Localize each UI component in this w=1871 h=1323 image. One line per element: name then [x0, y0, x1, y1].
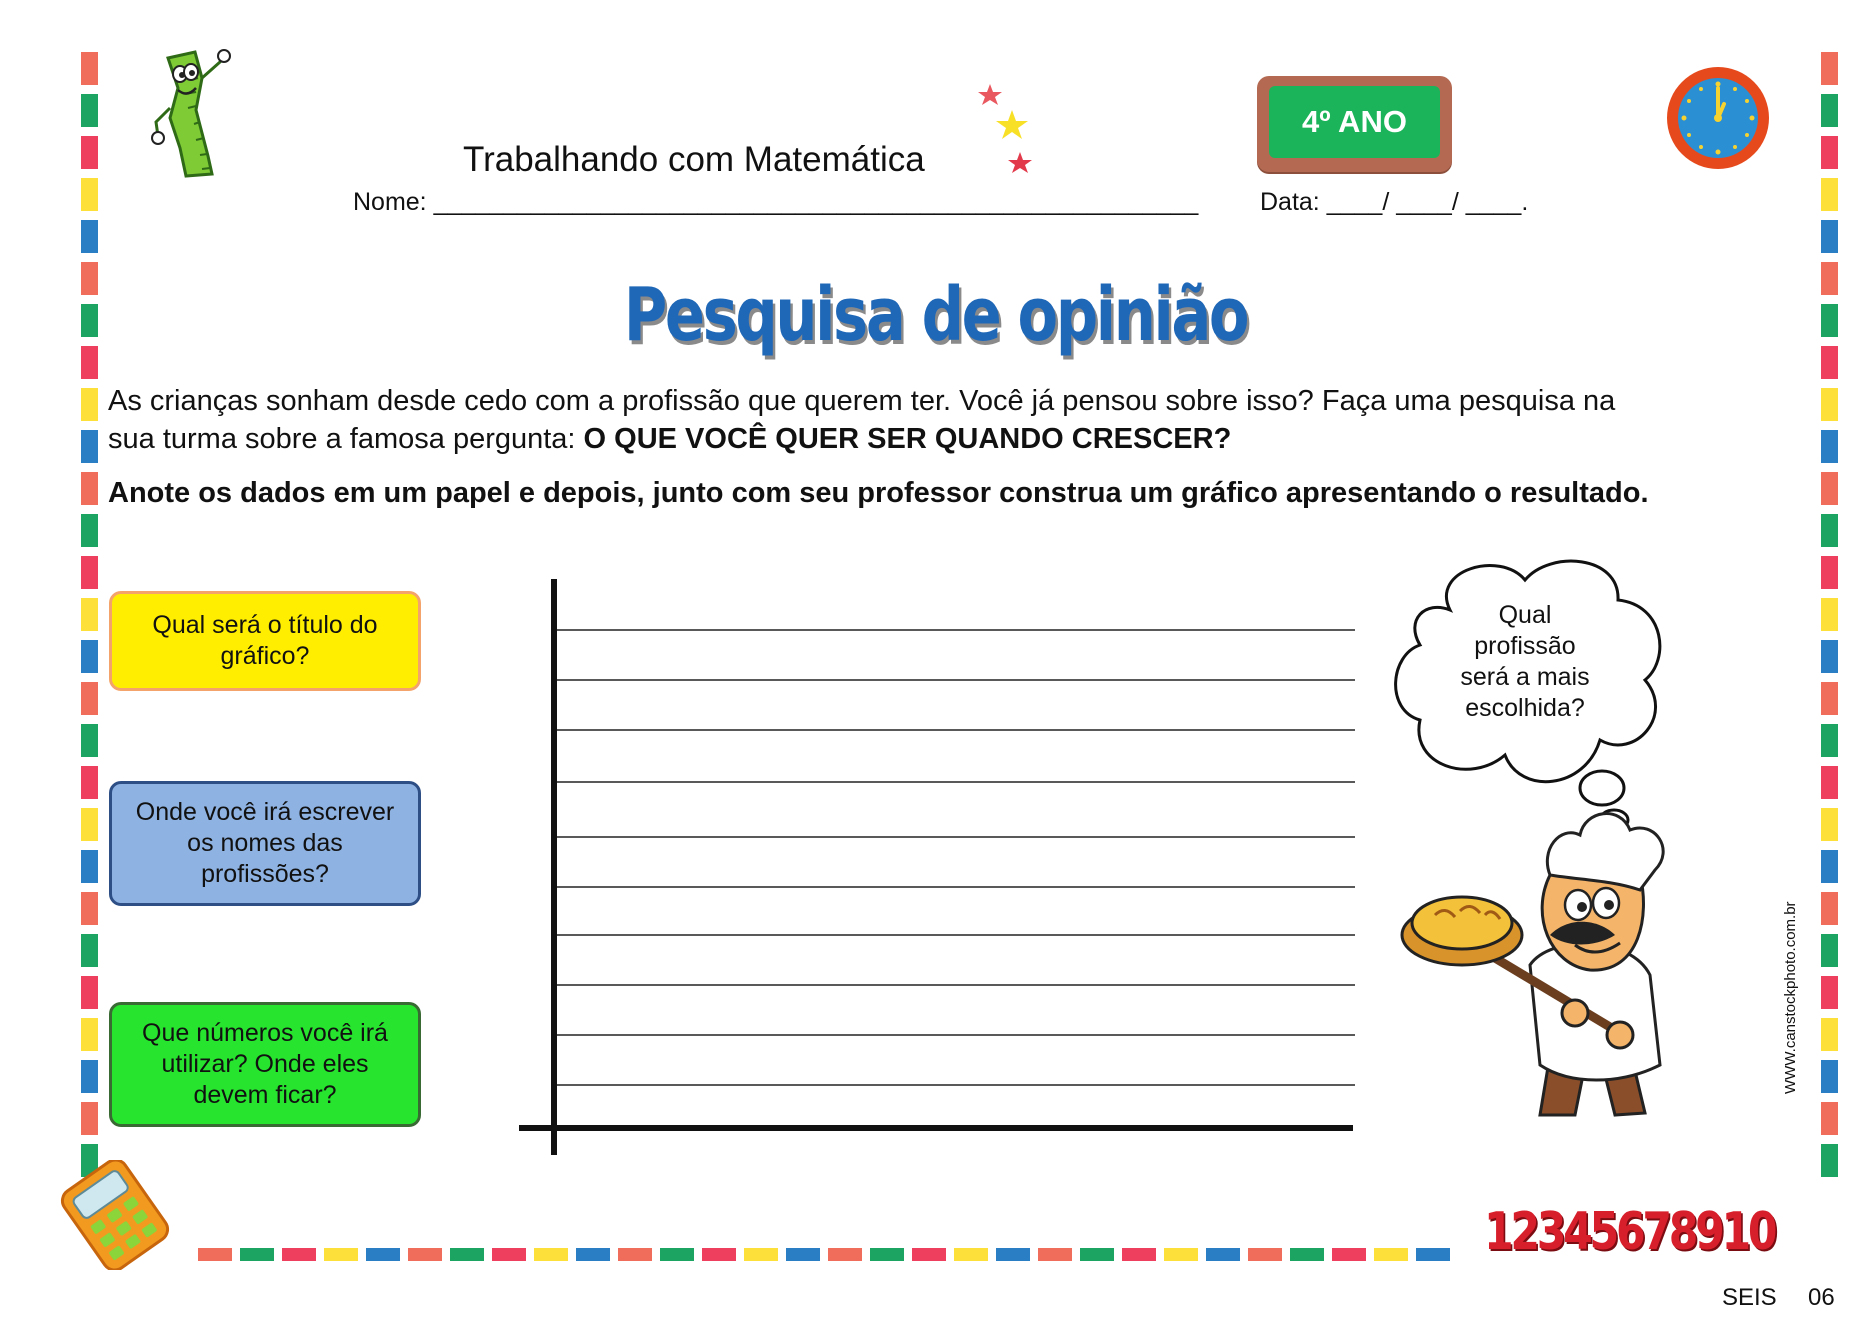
border-segment	[81, 850, 98, 883]
border-segment	[81, 136, 98, 169]
border-segment	[81, 220, 98, 253]
prompt-profession-names[interactable]: Onde você irá escrever os nomes das profissões?	[109, 781, 421, 906]
calculator-icon	[60, 1160, 170, 1270]
border-segment	[81, 304, 98, 337]
border-segment	[1821, 892, 1838, 925]
prompt-chart-title[interactable]: Qual será o título do gráfico?	[109, 591, 421, 691]
right-border	[1821, 52, 1838, 1177]
border-segment	[1374, 1248, 1408, 1261]
border-segment	[534, 1248, 568, 1261]
border-segment	[1821, 934, 1838, 967]
border-segment	[1821, 346, 1838, 379]
border-segment	[1821, 1102, 1838, 1135]
border-segment	[1821, 136, 1838, 169]
border-segment	[1038, 1248, 1072, 1261]
border-segment	[81, 976, 98, 1009]
border-segment	[1821, 1144, 1838, 1177]
border-segment	[81, 724, 98, 757]
thought-bubble-text: Qual profissão será a mais escolhida?	[1460, 601, 1590, 722]
border-segment	[744, 1248, 778, 1261]
border-segment	[1821, 1060, 1838, 1093]
border-segment	[954, 1248, 988, 1261]
border-segment	[1248, 1248, 1282, 1261]
border-segment	[81, 94, 98, 127]
border-segment	[81, 514, 98, 547]
border-segment	[408, 1248, 442, 1261]
border-segment	[1821, 640, 1838, 673]
border-segment	[81, 52, 98, 85]
date-field[interactable]	[1260, 188, 1528, 217]
stars-icon	[976, 82, 1036, 182]
border-segment	[1416, 1248, 1450, 1261]
border-segment	[366, 1248, 400, 1261]
border-segment	[1821, 430, 1838, 463]
border-segment	[786, 1248, 820, 1261]
name-blank: _______________________________________________________	[433, 188, 1199, 216]
name-field[interactable]	[353, 188, 1198, 217]
border-segment	[1821, 220, 1838, 253]
border-segment	[702, 1248, 736, 1261]
border-segment	[81, 346, 98, 379]
border-segment	[282, 1248, 316, 1261]
border-segment	[450, 1248, 484, 1261]
border-segment	[81, 766, 98, 799]
border-segment	[1821, 388, 1838, 421]
border-segment	[81, 556, 98, 589]
worksheet-title: Trabalhando com Matemática	[463, 140, 925, 179]
border-segment	[240, 1248, 274, 1261]
border-segment	[1821, 52, 1838, 85]
border-segment	[1821, 682, 1838, 715]
page-heading: Pesquisa de opinião	[623, 272, 1248, 358]
border-segment	[81, 640, 98, 673]
border-segment	[1821, 976, 1838, 1009]
intro-line-1: As crianças sonham desde cedo com a profissão que querem ter. Você já pensou sobre isso? Faça uma pesquisa na	[108, 385, 1616, 417]
border-segment	[1821, 262, 1838, 295]
border-segment	[1821, 1018, 1838, 1051]
border-segment	[81, 808, 98, 841]
chef-with-bread-icon	[1400, 795, 1730, 1125]
border-segment	[81, 388, 98, 421]
prompt-numbers[interactable]: Que números você irá utilizar? Onde eles devem ficar?	[109, 1002, 421, 1127]
border-segment	[996, 1248, 1030, 1261]
border-segment	[1821, 556, 1838, 589]
border-segment	[660, 1248, 694, 1261]
border-segment	[1821, 472, 1838, 505]
border-segment	[618, 1248, 652, 1261]
ruler-mascot-icon	[150, 48, 240, 180]
image-credit: WWW.canstockphoto.com.br	[1782, 901, 1799, 1094]
border-segment	[81, 892, 98, 925]
border-segment	[81, 472, 98, 505]
date-blank: ____/ ____/ ____.	[1326, 188, 1529, 216]
border-segment	[1821, 850, 1838, 883]
border-segment	[81, 1102, 98, 1135]
border-segment	[1821, 766, 1838, 799]
left-border	[81, 52, 98, 1177]
grade-label: 4º ANO	[1269, 86, 1440, 158]
border-segment	[198, 1248, 232, 1261]
border-segment	[1122, 1248, 1156, 1261]
border-segment	[1821, 514, 1838, 547]
border-segment	[324, 1248, 358, 1261]
border-segment	[81, 598, 98, 631]
bottom-border	[198, 1248, 1450, 1261]
border-segment	[81, 178, 98, 211]
border-segment	[81, 1060, 98, 1093]
footer-page-word: SEIS	[1722, 1284, 1777, 1311]
border-segment	[870, 1248, 904, 1261]
blank-chart-grid[interactable]	[515, 575, 1360, 1160]
border-segment	[1821, 94, 1838, 127]
clock-icon	[1664, 64, 1772, 172]
border-segment	[912, 1248, 946, 1261]
border-segment	[81, 1018, 98, 1051]
intro-line-2: sua turma sobre a famosa pergunta:	[108, 423, 584, 455]
border-segment	[81, 682, 98, 715]
instruction-text: Anote os dados em um papel e depois, junto com seu professor construa um gráfico apresentando o resultado.	[108, 477, 1649, 509]
border-segment	[1821, 724, 1838, 757]
border-segment	[1080, 1248, 1114, 1261]
border-segment	[1821, 808, 1838, 841]
border-segment	[81, 934, 98, 967]
intro-paragraph	[108, 382, 1808, 458]
border-segment	[1290, 1248, 1324, 1261]
border-segment	[1821, 178, 1838, 211]
date-label: Data:	[1260, 188, 1327, 216]
border-segment	[1821, 304, 1838, 337]
border-segment	[828, 1248, 862, 1261]
border-segment	[81, 430, 98, 463]
intro-question: O QUE VOCÊ QUER SER QUANDO CRESCER?	[583, 423, 1232, 455]
chart-guide-lines	[557, 630, 1355, 1085]
border-segment	[1821, 598, 1838, 631]
border-segment	[1164, 1248, 1198, 1261]
name-label: Nome:	[353, 188, 434, 216]
footer-page-number: 06	[1808, 1284, 1835, 1311]
border-segment	[1206, 1248, 1240, 1261]
grade-badge[interactable]	[1257, 76, 1452, 172]
border-segment	[576, 1248, 610, 1261]
decorative-digits: 12345678910	[1484, 1202, 1775, 1262]
border-segment	[81, 262, 98, 295]
border-segment	[492, 1248, 526, 1261]
border-segment	[1332, 1248, 1366, 1261]
